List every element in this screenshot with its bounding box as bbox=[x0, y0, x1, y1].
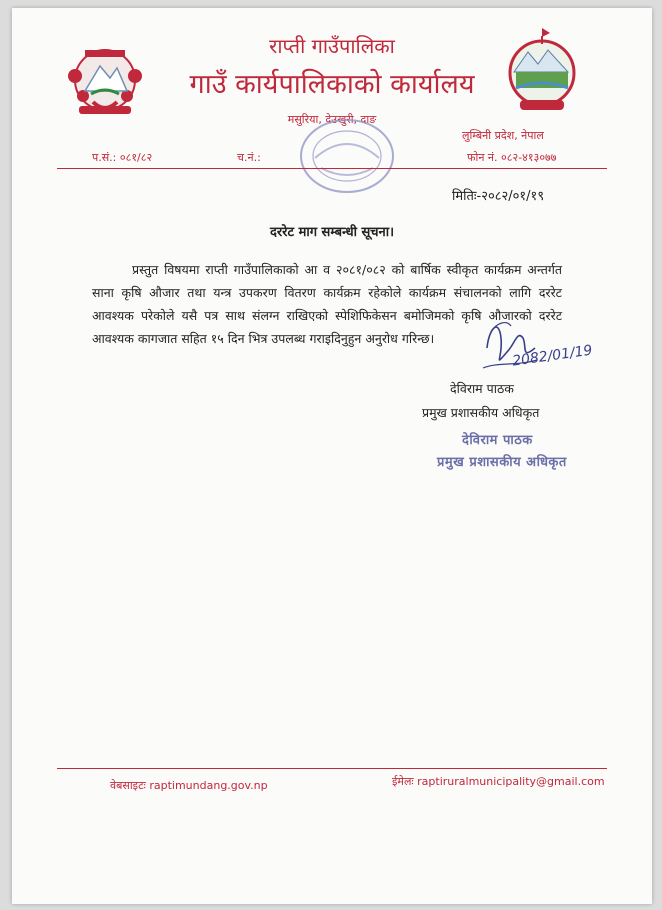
province-text: लुम्बिनी प्रदेश, नेपाल bbox=[462, 129, 544, 142]
letter-body-text: प्रस्तुत विषयमा राप्ती गाउँपालिकाको आ व २०८१/०८२ को बार्षिक स्वीकृत कार्यक्रम अन्तर्गत साना कृषि औजार तथा यन्त्र उपकरण वितरण कार्यक्रम रहेकोले कार्यक्रम संचालनको लागि दररेट आवश्यक परेकोले यसै पत्र साथ संलग्न राखिएको स्पेशिफिकेसन बमोजिमको कृषि औजारको दररेट आवश्यक कागजात सहित १५ दिन भित्र उपलब्ध गराइदिनुहुन अनुरोध गरिन्छ। bbox=[92, 262, 562, 346]
patra-sankhya: प.सं.: ०८१/८२ bbox=[92, 151, 153, 164]
office-name: गाउँ कार्यपालिकाको कार्यालय bbox=[189, 69, 475, 100]
designation-stamp: प्रमुख प्रशासकीय अधिकृत bbox=[437, 455, 567, 470]
footer-website: वेबसाइटः raptimundang.gov.np bbox=[110, 779, 268, 792]
signatory-name: देविराम पाठक bbox=[450, 381, 514, 396]
letter-page bbox=[12, 8, 652, 904]
footer-divider bbox=[57, 768, 607, 769]
letter-subject: दररेट माग सम्बन्धी सूचना। bbox=[269, 225, 395, 240]
header-divider bbox=[57, 168, 607, 169]
municipality-name: राप्ती गाउँपालिका bbox=[269, 34, 395, 58]
letter-date: मितिः-२०८२/०१/१९ bbox=[452, 189, 545, 204]
phone-number: फोन नं. ०८२-४१३०७७ bbox=[467, 151, 557, 164]
handwritten-date: 2082/01/19 bbox=[511, 342, 594, 370]
name-stamp: देविराम पाठक bbox=[462, 433, 533, 448]
office-address: मसुरिया, देउखुरी, दाङ bbox=[287, 113, 377, 126]
signatory-designation: प्रमुख प्रशासकीय अधिकृत bbox=[422, 405, 540, 420]
footer-email: ईमेलः raptiruralmunicipality@gmail.com bbox=[392, 775, 605, 788]
office-seal-stamp bbox=[295, 116, 399, 196]
chalani-number: च.नं.: bbox=[237, 151, 261, 164]
